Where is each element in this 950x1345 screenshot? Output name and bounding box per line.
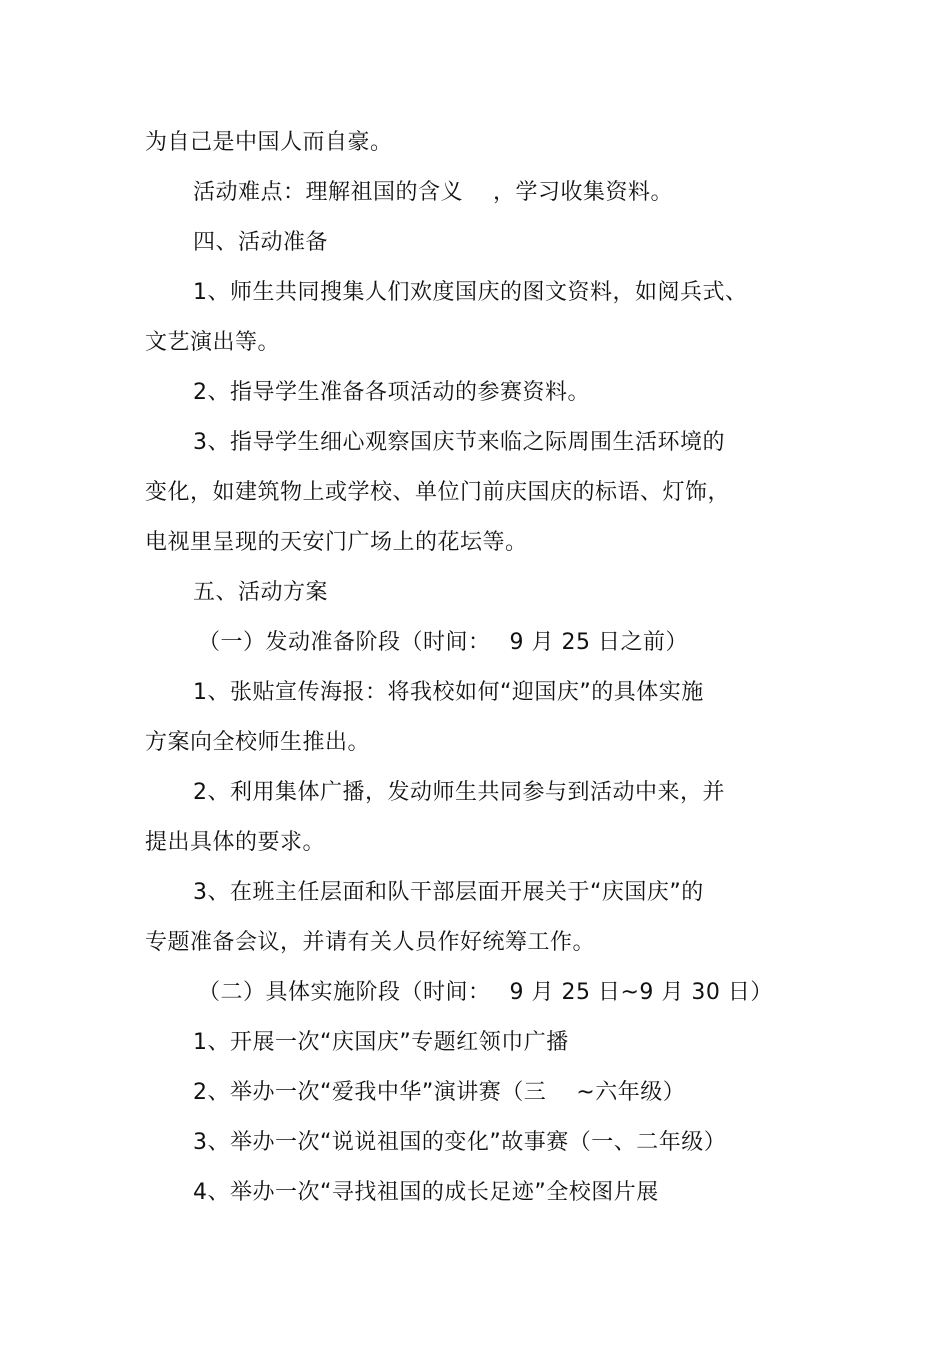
text-line: 方案向全校师生推出。 xyxy=(145,730,371,755)
text-line: 3、在班主任层面和队干部层面开展关于“庆国庆”的 xyxy=(193,880,704,905)
text-line: 为自己是中国人而自豪。 xyxy=(145,130,393,155)
text-line: 提出具体的要求。 xyxy=(145,830,326,855)
text-line: 1、开展一次“庆国庆”专题红领巾广播 xyxy=(193,1030,569,1055)
text-line: 变化，如建筑物上或学校、单位门前庆国庆的标语、灯饰， xyxy=(145,480,731,505)
text-line: 文艺演出等。 xyxy=(145,330,281,355)
text-line: 2、利用集体广播，发动师生共同参与到活动中来，并 xyxy=(193,780,725,805)
section-heading: 四、活动准备 xyxy=(193,230,329,255)
text-line: 3、举办一次“说说祖国的变化”故事赛（一、二年级） xyxy=(193,1130,727,1155)
text-line: 活动难点：理解祖国的含义 ，学习收集资料。 xyxy=(193,180,673,205)
subsection-heading: （一）发动准备阶段（时间： 9 月 25 日之前） xyxy=(198,630,688,655)
text-line: 3、指导学生细心观察国庆节来临之际周围生活环境的 xyxy=(193,430,725,455)
text-line: 专题准备会议，并请有关人员作好统筹工作。 xyxy=(145,930,596,955)
text-line: 电视里呈现的天安门广场上的花坛等。 xyxy=(145,530,528,555)
text-line: 1、张贴宣传海报：将我校如何“迎国庆”的具体实施 xyxy=(193,680,704,705)
text-line: 2、举办一次“爱我中华”演讲赛（三 ~六年级） xyxy=(193,1080,686,1105)
section-heading: 五、活动方案 xyxy=(193,580,329,605)
text-line: 2、指导学生准备各项活动的参赛资料。 xyxy=(193,380,590,405)
text-line: 1、师生共同搜集人们欢度国庆的图文资料，如阅兵式、 xyxy=(193,280,748,305)
text-line: 4、举办一次“寻找祖国的成长足迹”全校图片展 xyxy=(193,1180,659,1205)
subsection-heading: （二）具体实施阶段（时间： 9 月 25 日~9 月 30 日） xyxy=(198,980,773,1005)
